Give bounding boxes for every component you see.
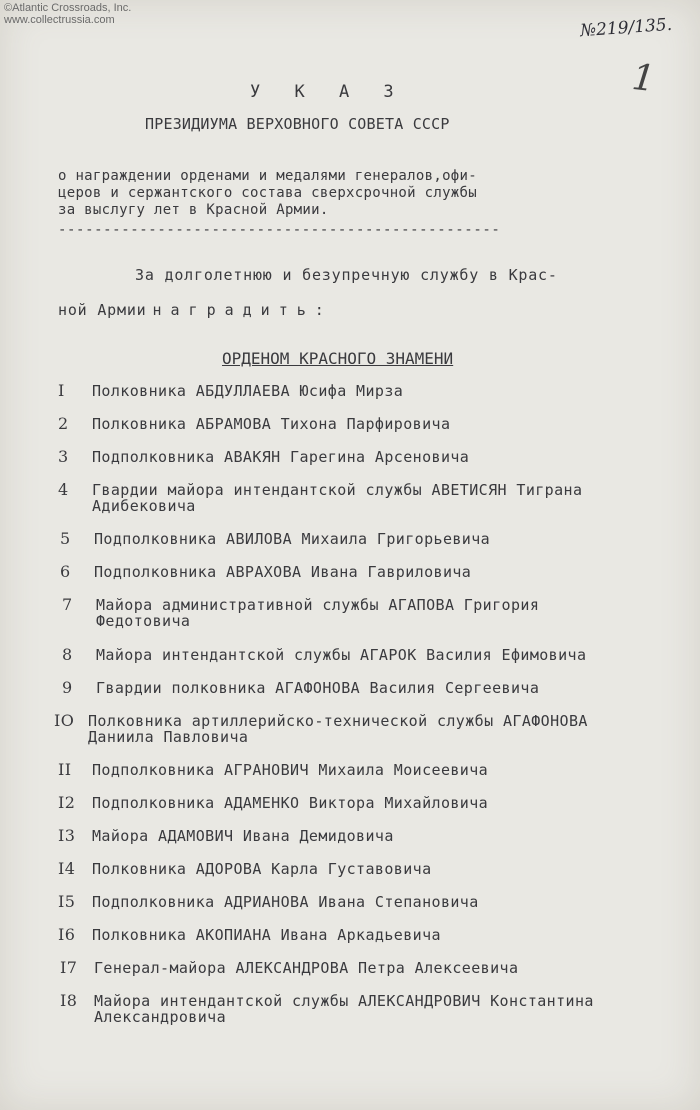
- intro-line-2-end: наградить:: [152, 301, 333, 319]
- intro-line-2-start: ной Армии: [58, 301, 147, 319]
- awardee-number: I6: [58, 925, 76, 944]
- separator-line: -------------------------------------------------: [58, 222, 501, 238]
- awardee-number: 6: [60, 562, 71, 581]
- awardee-number: I3: [58, 826, 76, 845]
- awardee-name: Полковника АБРАМОВА Тихона Парфировича: [92, 415, 451, 433]
- awardee-name: Майора интендантской службы АГАРОК Василия Ефимовича: [96, 646, 587, 664]
- awardee-name: Подполковника АДРИАНОВА Ивана Степановича: [92, 893, 479, 911]
- awardee-name: Подполковника АВРАХОВА Ивана Гавриловича: [94, 563, 472, 581]
- archive-number: №219/135.: [579, 14, 673, 42]
- awardee-name: Полковника АДОРОВА Карла Густавовича: [92, 860, 432, 878]
- order-heading: ОРДЕНОМ КРАСНОГО ЗНАМЕНИ: [222, 349, 454, 368]
- intro-line-2: [58, 301, 333, 319]
- decree-preamble: о награждении орденами и медалями генералов,офи- церов и сержантского состава сверхсрочной службы за выслугу лет в Красной Армии.: [58, 168, 477, 218]
- awardee-name: Майора АДАМОВИЧ Ивана Демидовича: [92, 827, 394, 845]
- decree-subtitle: ПРЕЗИДИУМА ВЕРХОВНОГО СОВЕТА СССР: [145, 115, 450, 133]
- sheet-number: 1: [629, 56, 657, 101]
- awardee-name: Полковника АКОПИАНА Ивана Аркадьевича: [92, 926, 441, 944]
- watermark-line-2: www.collectrussia.com: [4, 14, 115, 26]
- intro-line-1: За долголетнюю и безупречную службу в Крас-: [135, 266, 558, 284]
- watermark-line-1: ©Atlantic Crossroads, Inc.: [4, 2, 132, 14]
- awardee-number: IO: [54, 711, 75, 730]
- awardee-name: Подполковника АВИЛОВА Михаила Григорьевича: [94, 530, 491, 548]
- watermark: [4, 2, 131, 26]
- decree-title: У К А З: [250, 82, 406, 102]
- awardee-number: 8: [62, 645, 73, 664]
- awardee-name: Подполковника АВАКЯН Гарегина Арсеновича: [92, 448, 470, 466]
- awardee-name: Полковника артиллерийско-технической службы АГАФОНОВА Даниила Павловича: [88, 712, 588, 746]
- awardee-number: I8: [60, 991, 78, 1010]
- awardee-number: 4: [58, 480, 69, 499]
- awardee-number: I5: [58, 892, 76, 911]
- awardee-name: Майора интендантской службы АЛЕКСАНДРОВИЧ Константина Александровича: [94, 992, 594, 1026]
- awardee-name: Майора административной службы АГАПОВА Григория Федотовича: [96, 596, 540, 630]
- awardee-number: II: [58, 760, 72, 779]
- awardee-number: I: [58, 381, 65, 400]
- awardee-name: Генерал-майора АЛЕКСАНДРОВА Петра Алексеевича: [94, 959, 519, 977]
- awardee-number: I2: [58, 793, 76, 812]
- awardee-number: 5: [60, 529, 71, 548]
- awardee-number: 9: [62, 678, 73, 697]
- awardee-number: 3: [58, 447, 69, 466]
- awardee-number: I7: [60, 958, 78, 977]
- awardee-name: Подполковника АДАМЕНКО Виктора Михайловича: [92, 794, 489, 812]
- awardee-name: Гвардии полковника АГАФОНОВА Василия Сергеевича: [96, 679, 540, 697]
- awardee-number: 2: [58, 414, 69, 433]
- awardee-name: Подполковника АГРАНОВИЧ Михаила Моисеевича: [92, 761, 489, 779]
- awardee-name: Полковника АБДУЛЛАЕВА Юсифа Мирза: [92, 382, 404, 400]
- awardee-number: 7: [62, 595, 73, 614]
- awardee-name: Гвардии майора интендантской службы АВЕТИСЯН Тиграна Адибековича: [92, 481, 583, 515]
- awardee-number: I4: [58, 859, 76, 878]
